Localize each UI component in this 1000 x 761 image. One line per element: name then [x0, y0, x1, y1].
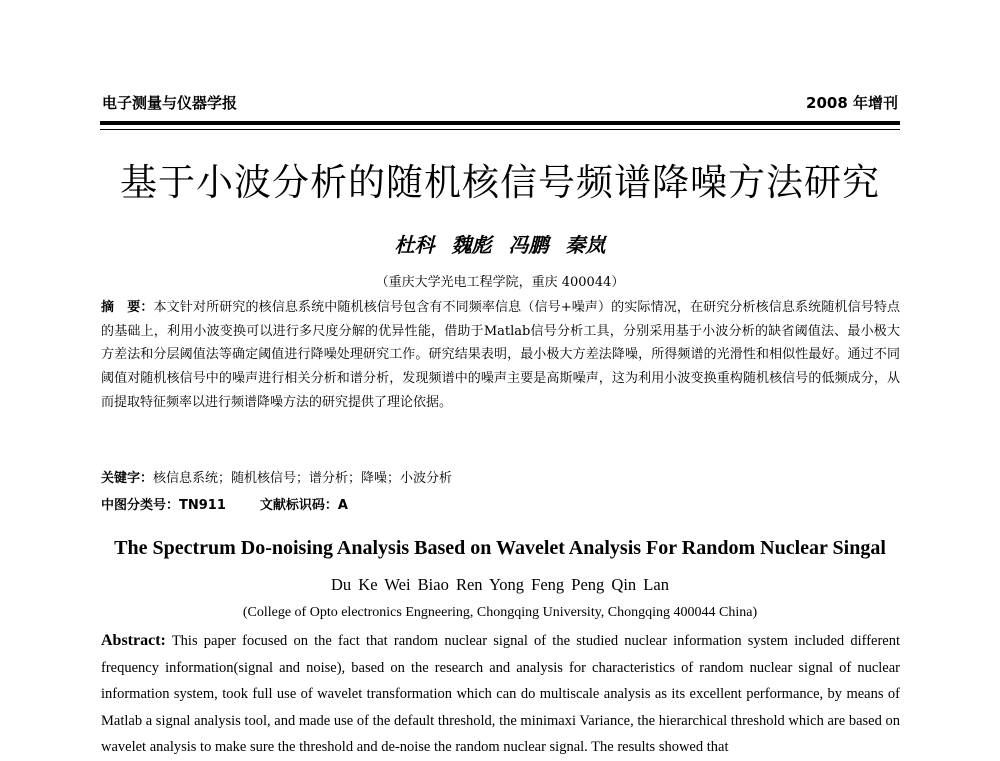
- header-rule-thin: [100, 129, 900, 130]
- classification-line: [101, 494, 900, 513]
- chinese-title: 基于小波分析的随机核信号频谱降噪方法研究: [120, 161, 880, 204]
- english-abstract-text: This paper focused on the fact that random nuclear signal of the studied nuclear information system included different frequency information(signal and noise), based on the research and analysis for characteristics of random nuclear signal of nuclear information system, took full use of wavelet transformation which can do multiscale analysis as its excellent performance, by means of Matlab a signal analysis tool, and made use of the default threshold, the minimaxi Variance, the hierarchical threshold which are based on wavelet analysis to make sure the threshold and de-noise the random nuclear signal. The results showed that: [101, 633, 900, 756]
- journal-name: 电子测量与仪器学报: [102, 94, 238, 112]
- chinese-affiliation: （重庆大学光电工程学院，重庆 400044）: [375, 275, 625, 290]
- english-abstract: [101, 628, 900, 761]
- chinese-abstract: [101, 296, 900, 415]
- clc-label: 中图分类号：: [101, 498, 180, 513]
- english-affiliation: (College of Opto electronics Engneering, Chongqing University, Chongqing 400044 China): [242, 605, 758, 620]
- english-title: The Spectrum Do-noising Analysis Based on Wavelet Analysis For Random Nuclear Singal: [114, 537, 886, 559]
- chinese-keywords: [101, 467, 900, 486]
- doc-code-label: 文献标识码：: [259, 498, 338, 513]
- english-abstract-label: Abstract:: [101, 632, 166, 649]
- chinese-keywords-text: 核信息系统；随机核信号；谱分析；降噪；小波分析: [153, 471, 453, 486]
- chinese-authors: 杜科 魏彪 冯鹏 秦岚: [394, 233, 606, 257]
- chinese-keywords-label: 关键字：: [101, 471, 154, 486]
- header-rule-thick: [100, 121, 900, 125]
- chinese-abstract-label: 摘 要：: [101, 300, 154, 315]
- doc-code-value: A: [337, 498, 348, 513]
- english-authors: Du Ke Wei Biao Ren Yong Feng Peng Qin Lan: [331, 575, 669, 594]
- clc-value: TN911: [179, 498, 226, 513]
- chinese-abstract-text: 本文针对所研究的核信息系统中随机核信号包含有不同频率信息（信号+噪声）的实际情况，在研究分析核信息系统随机信号特点的基础上，利用小波变换可以进行多尺度分解的优异性能，借助于Matlab信号分析工具，分别采用基于小波分析的缺省阈值法、最小极大方差法和分层阈值法等确定阈值进行降噪处理研究工作。研究结果表明，最小极大方差法降噪，所得频谱的光滑性和相似性最好。通过不同阈值对随机核信号中的噪声进行相关分析和谱分析，发现频谱中的噪声主要是高斯噪声，这为利用小波变换重构随机核信号的低频成分，从而提取特征频率以进行频谱降噪方法的研究提供了理论依据。: [101, 300, 900, 410]
- journal-issue: 2008 年增刊: [806, 94, 898, 112]
